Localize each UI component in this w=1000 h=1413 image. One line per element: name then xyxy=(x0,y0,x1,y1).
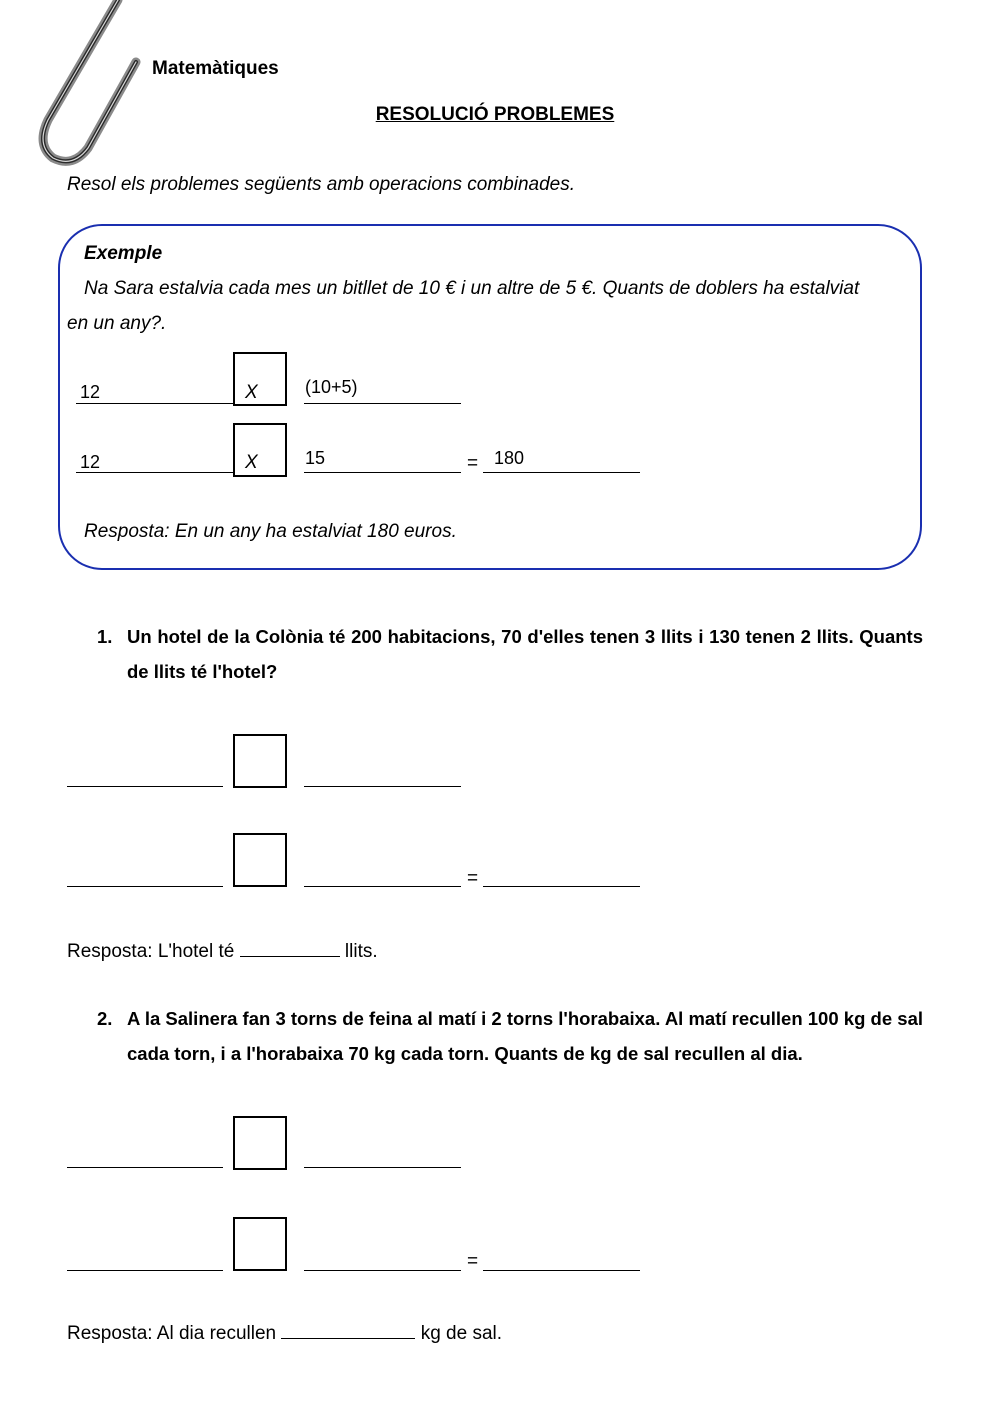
problem-1-answer-input[interactable] xyxy=(240,938,340,957)
example-row1-left-value: 12 xyxy=(80,382,101,402)
example-row2-operator: X xyxy=(245,452,258,473)
problem-2 xyxy=(97,1001,923,1071)
problem-1-row1-right-input[interactable] xyxy=(304,786,461,787)
problem-1-answer-prefix: Resposta: L'hotel té xyxy=(67,941,235,962)
example-row1-right-value: (10+5) xyxy=(305,377,358,397)
problem-2-row2-operator-box[interactable] xyxy=(233,1217,287,1271)
example-text-line1: Na Sara estalvia cada mes un bitllet de 10 € i un altre de 5 €. Quants de doblers ha estalviat xyxy=(84,278,860,299)
problem-1-row1-left-input[interactable] xyxy=(67,786,223,787)
problem-1-row2-right-input[interactable] xyxy=(304,886,461,887)
problem-2-answer xyxy=(67,1320,502,1345)
example-row2-left-value: 12 xyxy=(80,452,101,472)
example-row2-result-line xyxy=(483,472,640,473)
problem-1-answer-suffix: llits. xyxy=(344,941,378,962)
example-row2-result-value: 180 xyxy=(494,448,525,468)
problem-2-row2-right-input[interactable] xyxy=(304,1270,461,1271)
page-title: RESOLUCIÓ PROBLEMES xyxy=(375,104,615,125)
example-row1-right-line xyxy=(304,403,461,404)
example-text-line2: en un any?. xyxy=(67,313,167,334)
example-row2-operator-box xyxy=(233,423,287,477)
problem-1-row1-operator-box[interactable] xyxy=(233,734,287,788)
problem-2-answer-suffix: kg de sal. xyxy=(420,1323,503,1344)
problem-2-answer-input[interactable] xyxy=(281,1320,415,1339)
problem-2-equals: = xyxy=(467,1251,479,1272)
problem-1-equals: = xyxy=(467,868,479,889)
problem-2-row1-right-input[interactable] xyxy=(304,1167,461,1168)
example-row2-right-value: 15 xyxy=(305,448,326,468)
problem-1-row2-left-input[interactable] xyxy=(67,886,223,887)
problem-2-row2-left-input[interactable] xyxy=(67,1270,223,1271)
problem-2-answer-prefix: Resposta: Al dia recullen xyxy=(67,1323,277,1344)
subject-label: Matemàtiques xyxy=(152,58,279,79)
problem-1 xyxy=(97,619,923,689)
example-box xyxy=(58,224,922,570)
instruction-text: Resol els problemes següents amb operacions combinades. xyxy=(67,174,575,195)
problem-1-result-input[interactable] xyxy=(483,886,640,887)
problem-2-row1-operator-box[interactable] xyxy=(233,1116,287,1170)
problem-1-row2-operator-box[interactable] xyxy=(233,833,287,887)
example-row2-right-line xyxy=(304,472,461,473)
example-row1-operator: X xyxy=(245,382,258,403)
problem-2-result-input[interactable] xyxy=(483,1270,640,1271)
example-row1-left-line xyxy=(76,403,233,404)
example-answer: Resposta: En un any ha estalviat 180 euros. xyxy=(84,521,457,542)
example-row1-operator-box xyxy=(233,352,287,406)
problem-1-number: 1. xyxy=(97,626,113,647)
paperclip-icon xyxy=(18,0,148,181)
problem-2-text: A la Salinera fan 3 torns de feina al matí i 2 torns l'horabaixa. Al matí recullen 100 kg de sal cada torn, i a l'horabaixa 70 kg cada torn. Quants de kg de sal recullen al dia. xyxy=(127,1008,923,1064)
problem-2-row1-left-input[interactable] xyxy=(67,1167,223,1168)
problem-1-answer xyxy=(67,938,378,963)
example-row2-equals: = xyxy=(467,453,479,474)
problem-1-text: Un hotel de la Colònia té 200 habitacions, 70 d'elles tenen 3 llits i 130 tenen 2 llits. Quants de llits té l'hotel? xyxy=(127,626,923,682)
example-label: Exemple xyxy=(84,243,163,264)
problem-2-number: 2. xyxy=(97,1008,113,1029)
